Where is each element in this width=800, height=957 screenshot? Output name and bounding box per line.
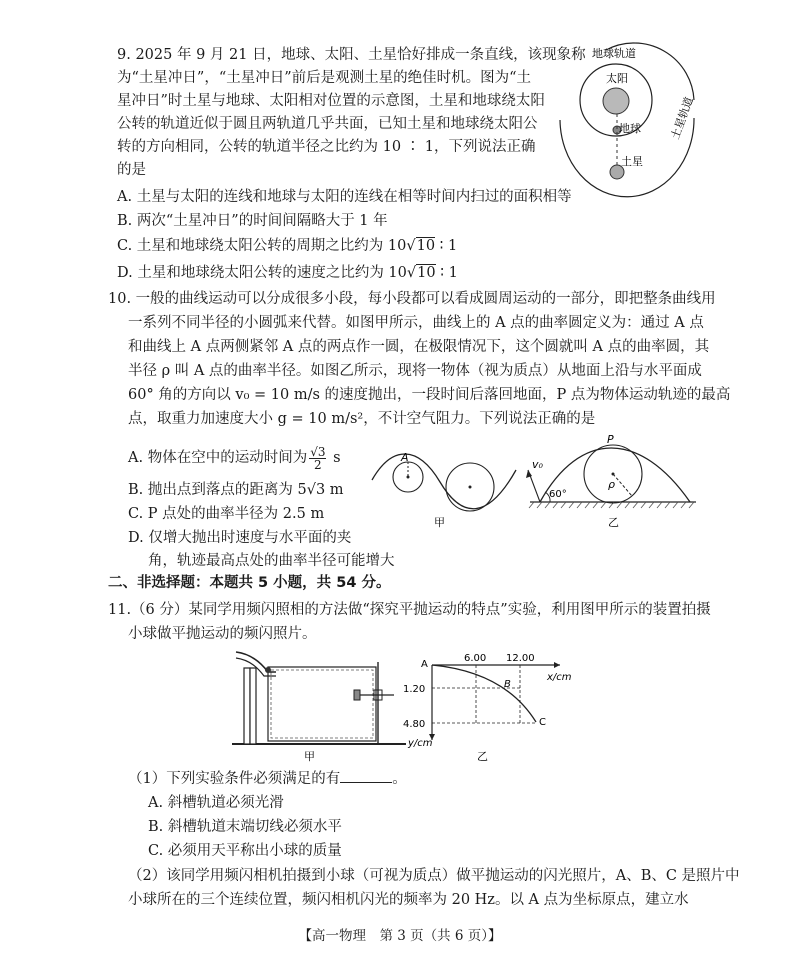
earth-orbit-label: 地球轨道: [592, 47, 636, 60]
apparatus-caption: 甲: [304, 750, 315, 763]
q10-line-5: 60° 角的方向以 v₀ = 10 m/s 的速度抛出，一段时间后落回地面，P 点为物体运动轨迹的最高: [128, 387, 731, 403]
point-c-label: C: [539, 717, 546, 728]
q9-line-1: 9. 2025 年 9 月 21 日，地球、太阳、土星恰好排成一条直线，该现象称: [117, 47, 586, 63]
q10-line-1: 10. 一般的曲线运动可以分成很多小段，每小段都可以看成圆周运动的一部分，即把整条曲线用: [108, 291, 716, 307]
point-b-label: B: [504, 679, 511, 690]
q9-option-d: D. 土星和地球绕太阳公转的速度之比约为 10√10 ∶ 1: [117, 265, 458, 281]
q10-line-4: 半径 ρ 叫 A 点的曲率半径。如图乙所示，现将一物体（视为质点）从地面上沿与水平面成: [128, 363, 702, 379]
sun-label: 太阳: [606, 72, 628, 85]
point-a-label: A: [421, 659, 428, 670]
q9-line-4: 公转的轨道近似于圆且两轨道几乎共面，已知土星和地球绕太阳公: [117, 116, 538, 132]
q11-sub2-line-2: 小球所在的三个连续位置，频闪相机闪光的频率为 20 Hz。以 A 点为坐标原点，建立水: [128, 892, 689, 908]
y-tick-4-80: 4.80: [403, 719, 426, 730]
q9-line-2: 为“土星冲日”，“土星冲日”前后是观测土星的绝佳时机。图为“土: [117, 70, 532, 86]
q9-line-5: 转的方向相同，公转的轨道半径之比约为 10 ∶ 1，下列说法正确: [117, 139, 536, 155]
y-axis-label: y/cm: [408, 738, 433, 749]
earth-label: 地球: [619, 122, 641, 135]
trajectory-figure-yi: [403, 652, 585, 764]
projectile-figure-yi: [528, 428, 700, 528]
saturn-label: 土星: [621, 155, 643, 168]
q10-line-2: 一系列不同半径的小圆弧来代替。如图甲所示，曲线上的 A 点的曲率圆定义为：通过 A 点: [128, 315, 704, 331]
q11-sub1: （1）下列实验条件必须满足的有 。: [128, 768, 407, 789]
figure-jia-caption: 甲: [434, 516, 445, 529]
x-axis-label: x/cm: [547, 672, 572, 683]
answer-blank[interactable]: [340, 768, 392, 783]
y-tick-1-20: 1.20: [403, 684, 426, 695]
q9-line-3: 星冲日”时土星与地球、太阳相对位置的示意图，土星和地球绕太阳: [117, 93, 545, 109]
q10-option-c: C. P 点处的曲率半径为 2.5 m: [128, 506, 325, 522]
q10-option-d-line-1: D. 仅增大抛出时速度与水平面的夹: [128, 530, 352, 546]
orbit-diagram: [560, 40, 700, 190]
figure-yi-caption: 乙: [608, 516, 619, 529]
curvature-figure-jia: [370, 440, 520, 530]
section-heading: 二、非选择题：本题共 5 小题，共 54 分。: [108, 575, 391, 591]
q10-option-d-line-2: 角，轨迹最高点处的曲率半径可能增大: [148, 553, 395, 569]
q9-option-b: B. 两次“土星冲日”的时间间隔略大于 1 年: [117, 213, 388, 229]
x-tick-6: 6.00: [464, 653, 487, 664]
v0-label: v₀: [532, 458, 543, 471]
trajectory-caption: 乙: [477, 750, 488, 763]
saturn-orbit-label: 土星轨道: [668, 95, 696, 142]
q11-line-1: 11.（6 分）某同学用频闪照相的方法做“探究平抛运动的特点”实验，利用图甲所示的装置拍摄: [108, 602, 711, 618]
q10-option-a: A. 物体在空中的运动时间为 $\frac{√3}{2}$ s: [128, 444, 341, 472]
point-a-label: A: [401, 451, 409, 464]
x-tick-12: 12.00: [506, 653, 535, 664]
q10-line-6: 点，取重力加速度大小 g = 10 m/s²，不计空气阻力。下列说法正确的是: [128, 411, 596, 427]
q11-line-2: 小球做平抛运动的频闪照片。: [128, 626, 317, 642]
q9-option-c: C. 土星和地球绕太阳公转的周期之比约为 10√10 ∶ 1: [117, 238, 458, 254]
q10-option-b: B. 抛出点到落点的距离为 5√3 m: [128, 482, 344, 498]
q9-line-6: 的是: [117, 162, 146, 178]
apparatus-figure-jia: [230, 640, 410, 763]
point-p-label: P: [607, 433, 614, 446]
page-footer: 【高一物理 第 3 页（共 6 页）】: [298, 928, 502, 944]
angle-label: 60°: [549, 489, 567, 500]
rho-label: ρ: [608, 478, 615, 491]
q11-sub1-option-b: B. 斜槽轨道末端切线必须水平: [148, 819, 342, 835]
q10-line-3: 和曲线上 A 点两侧紧邻 A 点的两点作一圆，在极限情况下，这个圆就叫 A 点的曲率圆，其: [128, 339, 710, 355]
q11-sub1-option-c: C. 必须用天平称出小球的质量: [148, 843, 342, 859]
q11-sub2-line-1: （2）该同学用频闪相机拍摄到小球（可视为质点）做平抛运动的闪光照片，A、B、C 是照片中: [128, 868, 740, 884]
q11-sub1-option-a: A. 斜槽轨道必须光滑: [148, 795, 284, 811]
q9-option-a: A. 土星与太阳的连线和地球与太阳的连线在相等时间内扫过的面积相等: [117, 189, 572, 205]
